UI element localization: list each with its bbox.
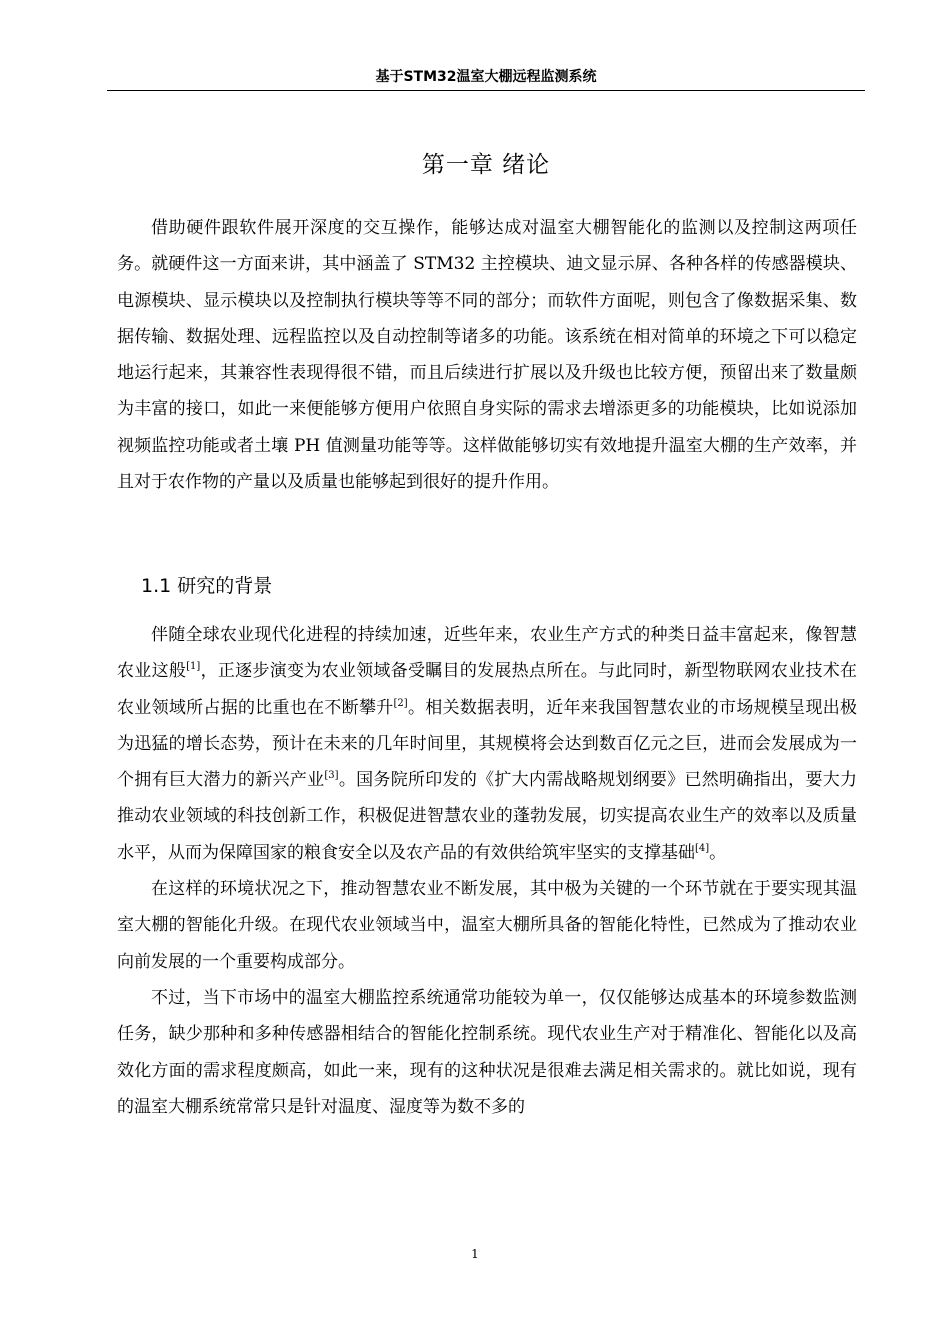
intro-section (117, 210, 857, 500)
citation-1: [1] (186, 661, 201, 673)
citation-2: [2] (393, 697, 408, 709)
text-run: 。国务院所印发的《扩大内需战略规划纲要》已然明确指出，要大力推动农业领域的科技创新工作，积极促进智慧农业的蓬勃发展，切实提高农业生产的效率以及质量水平，从而为保障国家的粮食安全以及农产品的有效供给筑牢坚实的支撑基础 (117, 770, 858, 863)
paragraph-1 (117, 617, 857, 871)
paragraph-3: 不过，当下市场中的温室大棚监控系统通常功能较为单一，仅仅能够达成基本的环境参数监测任务，缺少那种和多种传感器相结合的智能化控制系统。现代农业生产对于精准化、智能化以及高效化方面的需求程度颇高，如此一来，现有的这种状况是很难去满足相关需求的。就比如说，现有的温室大棚系统常常只是针对温度、湿度等为数不多的 (117, 987, 857, 1117)
intro-paragraph: 借助硬件跟软件展开深度的交互操作，能够达成对温室大棚智能化的监测以及控制这两项任务。就硬件这一方面来讲，其中涵盖了 STM32 主控模块、迪文显示屏、各种各样的传感器模块、电源模块、显示模块以及控制执行模块等等不同的部分；而软件方面呢，则包含了像数据采集、数据传输、数据处理、远程监控以及自动控制等诸多的功能。该系统在相对简单的环境之下可以稳定地运行起来，其兼容性表现得很不错，而且后续进行扩展以及升级也比较方便，预留出来了数量颇为丰富的接口，如此一来便能够方便用户依照自身实际的需求去增添更多的功能模块，比如说添加视频监控功能或者土壤 PH 值测量功能等等。这样做能够切实有效地提升温室大棚的生产效率，并且对于农作物的产量以及质量也能够起到很好的提升作用。 (117, 218, 857, 493)
page-number: 1 (471, 1247, 479, 1261)
section-1-1-body (117, 617, 857, 1125)
text-run: 。 (709, 842, 727, 863)
section-title-1-1: 1.1 研究的背景 (141, 575, 273, 597)
text-run: ，正逐步演变为农业领域备受瞩目的发展热点所在。与此同时，新型物联网农业技术在农业领域所占据的比重也在不断攀升 (117, 661, 858, 718)
paragraph-2: 在这样的环境状况之下，推动智慧农业不断发展，其中极为关键的一个环节就在于要实现其温室大棚的智能化升级。在现代农业领域当中，温室大棚所具备的智能化特性，已然成为了推动农业向前发展的一个重要构成部分。 (117, 879, 857, 972)
running-header: 基于STM32温室大棚远程监测系统 (375, 69, 597, 85)
citation-3: [3] (324, 770, 339, 782)
text-run: 伴随全球农业现代化进程的持续加速，近些年来，农业生产方式的种类日益丰富起来，像智慧农业这般 (117, 625, 857, 682)
header-rule (107, 90, 865, 91)
text-run: 。相关数据表明，近年来我国智慧农业的市场规模呈现出极为迅猛的增长态势，预计在未来的几年时间里，其规模将会达到数百亿元之巨，进而会发展成为一个拥有巨大潜力的新兴产业 (117, 697, 858, 791)
chapter-title: 第一章 绪论 (421, 152, 551, 178)
citation-4: [4] (695, 842, 710, 854)
